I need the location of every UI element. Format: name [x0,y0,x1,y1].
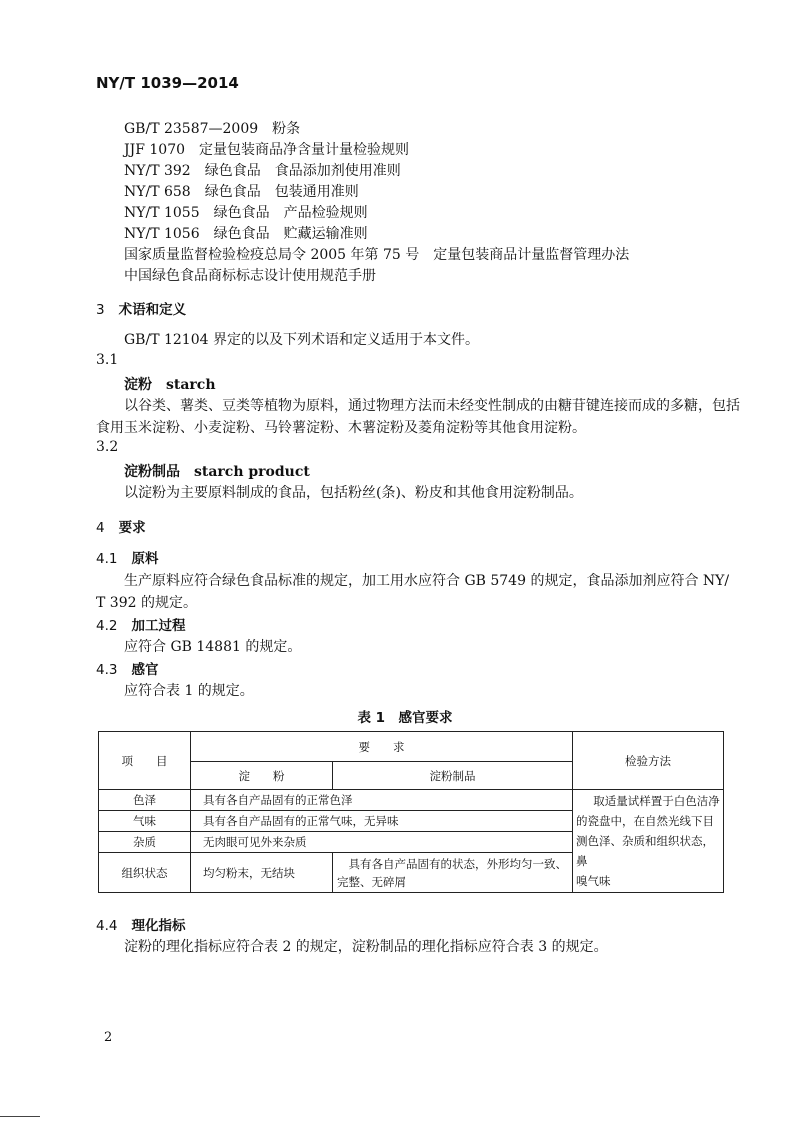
method-line: 的瓷盘中，在自然光线下目 [576,814,714,828]
section-title: 术语和定义 [118,302,187,318]
method-line: 测色泽、杂质和组织状态，鼻 [576,834,714,868]
sensory-requirements-table [98,731,724,893]
paragraph: 生产原料应符合绿色食品标准的规定，加工用水应符合 GB 5749 的规定，食品添加剂应符合 NY/ [124,573,730,589]
reference-item: 中国绿色食品商标标志设计使用规范手册 [124,268,376,284]
section-number: 4.2 [96,618,118,634]
paragraph: 应符合 GB 14881 的规定。 [124,639,302,655]
clause-number: 3.1 [96,352,119,368]
term-en: starch [166,377,216,393]
header-requirements: 要 求 [191,732,573,762]
header-starch-product: 淀粉制品 [333,762,573,790]
product-line: 完整、无碎屑 [337,874,406,889]
method-line: 取适量试样置于白色洁净 [593,794,720,808]
subsection-heading [96,914,185,934]
section-title: 理化指标 [131,918,186,934]
paragraph: 以淀粉为主要原料制成的食品，包括粉丝(条)、粉皮和其他食用淀粉制品。 [124,485,583,501]
row-value-starch: 均匀粉末，无结块 [191,853,333,893]
section-title: 原料 [131,551,159,567]
paragraph: 应符合表 1 的规定。 [124,683,254,699]
section-title: 加工过程 [131,618,186,634]
row-name: 杂质 [99,832,191,853]
reference-item: NY/T 658 绿色食品 包装通用准则 [124,184,359,200]
reference-item: 国家质量监督检验检疫总局令 2005 年第 75 号 定量包装商品计量监督管理办法 [124,247,630,263]
section-heading-4 [96,516,146,536]
paragraph: GB/T 12104 界定的以及下列术语和定义适用于本文件。 [124,332,479,348]
table-caption: 表 1 感官要求 [357,710,453,726]
inspection-method [573,790,724,893]
document-header: NY/T 1039—2014 [96,74,239,92]
section-heading-3 [96,298,186,318]
header-method: 检验方法 [573,732,724,790]
term-heading [124,461,310,481]
subsection-heading [96,658,158,678]
section-number: 4 [96,520,105,536]
row-value-product [333,853,573,893]
term-zh: 淀粉制品 [124,464,180,480]
section-number: 4.4 [96,918,118,934]
paragraph: 食用玉米淀粉、小麦淀粉、马铃薯淀粉、木薯淀粉及菱角淀粉等其他食用淀粉。 [96,420,586,436]
page-number: 2 [104,1030,113,1045]
reference-item: GB/T 23587—2009 粉条 [124,121,301,137]
section-number: 4.3 [96,662,118,678]
paragraph: 淀粉的理化指标应符合表 2 的规定，淀粉制品的理化指标应符合表 3 的规定。 [124,939,608,955]
header-starch: 淀 粉 [191,762,333,790]
subsection-heading [96,614,185,634]
footer-rule [0,1116,40,1117]
subsection-heading [96,547,158,567]
reference-item: NY/T 392 绿色食品 食品添加剂使用准则 [124,163,401,179]
reference-item: NY/T 1055 绿色食品 产品检验规则 [124,205,368,221]
product-line: 具有各自产品固有的状态，外形均匀一致、 [348,856,567,871]
header-item: 项 目 [99,732,191,790]
section-number: 3 [96,302,105,318]
reference-item: NY/T 1056 绿色食品 贮藏运输准则 [124,226,368,242]
paragraph: 以谷类、薯类、豆类等植物为原料，通过物理方法而未经变性制成的由糖苷键连接而成的多糖，包括 [124,398,740,414]
row-value: 具有各自产品固有的正常气味，无异味 [191,811,573,832]
term-en: starch product [194,464,310,480]
row-value: 具有各自产品固有的正常色泽 [191,790,573,811]
paragraph: T 392 的规定。 [96,595,197,611]
section-title: 要求 [118,520,146,536]
term-zh: 淀粉 [124,377,152,393]
row-value: 无肉眼可见外来杂质 [191,832,573,853]
term-heading [124,374,216,394]
section-title: 感官 [131,662,159,678]
clause-number: 3.2 [96,439,119,455]
method-line: 嗅气味 [576,874,611,888]
row-name: 组织状态 [99,853,191,893]
row-name: 色泽 [99,790,191,811]
reference-item: JJF 1070 定量包装商品净含量计量检验规则 [124,142,410,158]
section-number: 4.1 [96,551,118,567]
row-name: 气味 [99,811,191,832]
